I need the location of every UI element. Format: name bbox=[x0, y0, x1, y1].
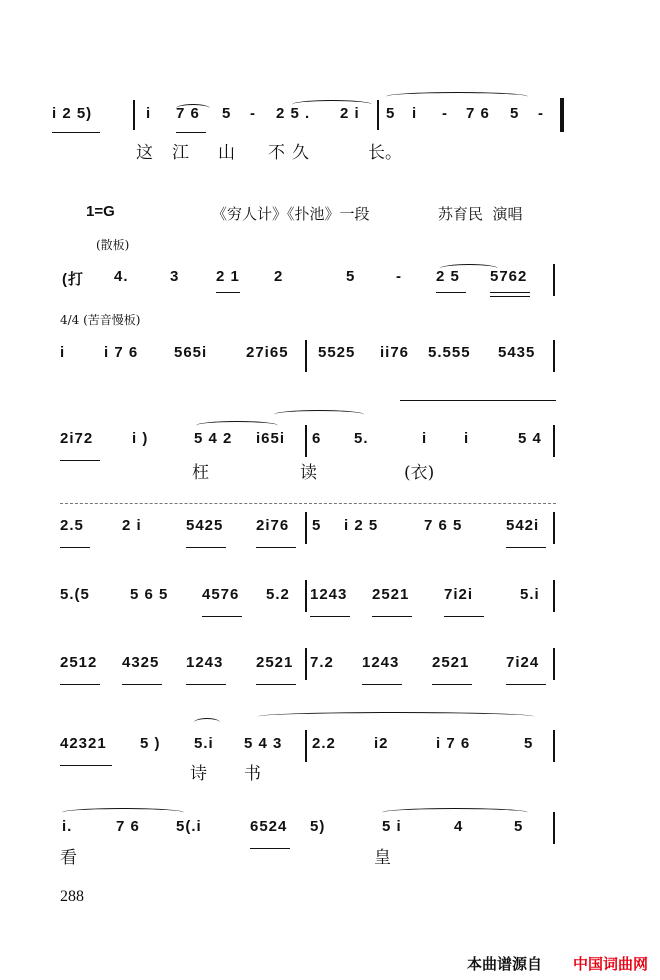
note-group: 7i24 bbox=[506, 654, 540, 671]
note-group: 7.2 bbox=[310, 654, 334, 671]
note-group: 2 5 bbox=[436, 268, 460, 285]
note-group: 4325 bbox=[122, 654, 160, 671]
note-group: i ) bbox=[132, 430, 149, 447]
slur bbox=[382, 808, 528, 817]
note-group: ii76 bbox=[380, 344, 410, 361]
note-group: 2i76 bbox=[256, 517, 290, 534]
note-group: - bbox=[396, 268, 402, 285]
note-group: 5 bbox=[346, 268, 356, 285]
lyric-char: 不 bbox=[268, 143, 285, 163]
beam bbox=[490, 292, 530, 293]
lyric-char: 枉 bbox=[192, 463, 209, 483]
beam bbox=[506, 547, 546, 548]
note-group: 2 i bbox=[340, 105, 360, 122]
barline bbox=[305, 512, 307, 544]
beam bbox=[216, 292, 240, 293]
lyric-char: 这 bbox=[136, 143, 153, 163]
beam bbox=[60, 684, 100, 685]
note-group: 27i65 bbox=[246, 344, 289, 361]
note-group: 1243 bbox=[186, 654, 224, 671]
note-group: (打 bbox=[62, 271, 84, 288]
note-group: 1243 bbox=[310, 586, 348, 603]
tempo-marking-free: (散板) bbox=[96, 238, 130, 252]
note-group: 5 4 bbox=[518, 430, 542, 447]
note-group: 5 4 2 bbox=[194, 430, 233, 447]
note-group: i bbox=[422, 430, 428, 447]
lyric-char: 书 bbox=[244, 764, 261, 784]
lyric-char: 诗 bbox=[190, 764, 207, 784]
note-group: 1243 bbox=[362, 654, 400, 671]
note-group: 2521 bbox=[372, 586, 410, 603]
note-group: 5.i bbox=[194, 735, 214, 752]
slur bbox=[196, 421, 278, 430]
note-group: 5(.i bbox=[176, 818, 202, 835]
note-group: 6524 bbox=[250, 818, 288, 835]
note-group: 5 i bbox=[382, 818, 402, 835]
beam bbox=[444, 616, 484, 617]
note-group: 7i2i bbox=[444, 586, 474, 603]
note-group: 4. bbox=[114, 268, 129, 285]
note-group: i bbox=[464, 430, 470, 447]
beam bbox=[60, 765, 112, 766]
section-divider bbox=[60, 503, 556, 504]
lyric-char: 山 bbox=[218, 143, 235, 163]
barline bbox=[305, 340, 307, 372]
note-group: 2 5 . bbox=[276, 105, 311, 122]
note-group: 5.i bbox=[520, 586, 540, 603]
note-group: 5 ) bbox=[140, 735, 161, 752]
note-group: 542i bbox=[506, 517, 540, 534]
footer-site-link[interactable]: 中国词曲网 bbox=[572, 955, 648, 973]
barline bbox=[377, 100, 379, 130]
note-group: 2.5 bbox=[60, 517, 84, 534]
beam bbox=[186, 684, 226, 685]
barline bbox=[553, 425, 555, 457]
barline bbox=[133, 100, 135, 130]
note-group: 5435 bbox=[498, 344, 536, 361]
lyric-char: 皇 bbox=[374, 848, 391, 868]
note-group: - bbox=[538, 105, 544, 122]
barline bbox=[553, 512, 555, 544]
footer-source-label: 本曲谱源自 bbox=[466, 955, 542, 973]
barline bbox=[305, 580, 307, 612]
note-group: 5) bbox=[310, 818, 326, 835]
note-group: 5.(5 bbox=[60, 586, 90, 603]
beam bbox=[52, 132, 100, 133]
work-title: 《穷人计》《扑池》一段 bbox=[212, 205, 370, 223]
note-group: i 2 5) bbox=[52, 105, 93, 122]
note-group: 5. bbox=[354, 430, 369, 447]
barline bbox=[553, 812, 555, 844]
note-group: 2 bbox=[274, 268, 284, 285]
note-group: 4576 bbox=[202, 586, 240, 603]
slur bbox=[176, 104, 210, 113]
note-group: 2 1 bbox=[216, 268, 240, 285]
note-group: i. bbox=[62, 818, 73, 835]
beam bbox=[490, 296, 530, 297]
note-group: 42321 bbox=[60, 735, 107, 752]
barline bbox=[553, 580, 555, 612]
note-group: 5 bbox=[524, 735, 534, 752]
singer-credit: 苏育民 演唱 bbox=[438, 205, 523, 223]
note-group: 3 bbox=[170, 268, 180, 285]
note-group: 2i72 bbox=[60, 430, 94, 447]
barline bbox=[553, 340, 555, 372]
note-group: i bbox=[146, 105, 152, 122]
note-group: 7 6 bbox=[176, 105, 200, 122]
beam bbox=[122, 684, 162, 685]
note-group: - bbox=[442, 105, 448, 122]
beam bbox=[432, 684, 472, 685]
note-group: i 2 5 bbox=[344, 517, 379, 534]
note-group: 5 4 3 bbox=[244, 735, 283, 752]
note-group: 565i bbox=[174, 344, 208, 361]
note-group: 4 bbox=[454, 818, 464, 835]
key-signature: 1=G bbox=[86, 203, 115, 220]
barline bbox=[553, 648, 555, 680]
lyric-char: 久 bbox=[292, 143, 309, 163]
barline bbox=[305, 425, 307, 457]
barline bbox=[305, 648, 307, 680]
slur bbox=[194, 718, 220, 727]
note-group: i bbox=[412, 105, 418, 122]
note-group: 2512 bbox=[60, 654, 98, 671]
note-group: 2521 bbox=[256, 654, 294, 671]
note-group: i bbox=[60, 344, 66, 361]
note-group: i2 bbox=[374, 735, 389, 752]
note-group: 5.2 bbox=[266, 586, 290, 603]
beam bbox=[250, 848, 290, 849]
beam bbox=[436, 292, 466, 293]
note-group: 5 bbox=[222, 105, 232, 122]
slur bbox=[292, 100, 372, 109]
beam bbox=[256, 547, 296, 548]
beam bbox=[202, 616, 242, 617]
note-group: 2 i bbox=[122, 517, 142, 534]
note-group: i 7 6 bbox=[104, 344, 139, 361]
beam bbox=[60, 547, 90, 548]
beam bbox=[506, 684, 546, 685]
note-group: 5 bbox=[312, 517, 322, 534]
beam bbox=[186, 547, 226, 548]
section-divider bbox=[400, 400, 556, 401]
tempo-marking-slow: 4/4 (苦音慢板) bbox=[60, 313, 141, 327]
note-group: 5762 bbox=[490, 268, 528, 285]
beam bbox=[256, 684, 296, 685]
slur bbox=[386, 92, 528, 101]
note-group: 5 bbox=[514, 818, 524, 835]
slur bbox=[440, 264, 498, 273]
beam bbox=[372, 616, 412, 617]
slur bbox=[258, 712, 534, 721]
slur bbox=[62, 808, 184, 817]
barline bbox=[553, 264, 555, 296]
note-group: 7 6 bbox=[116, 818, 140, 835]
note-group: 5425 bbox=[186, 517, 224, 534]
note-group: 5525 bbox=[318, 344, 356, 361]
note-group: 7 6 bbox=[466, 105, 490, 122]
beam bbox=[60, 460, 100, 461]
beam bbox=[362, 684, 402, 685]
note-group: 5.555 bbox=[428, 344, 471, 361]
lyric-char: 江 bbox=[172, 143, 189, 163]
final-barline bbox=[560, 98, 564, 132]
note-group: 2.2 bbox=[312, 735, 336, 752]
note-group: 5 6 5 bbox=[130, 586, 169, 603]
note-group: 5 bbox=[386, 105, 396, 122]
note-group: 5 bbox=[510, 105, 520, 122]
note-group: 7 6 5 bbox=[424, 517, 463, 534]
slur bbox=[274, 410, 364, 419]
lyric-char: 长。 bbox=[368, 143, 402, 163]
barline bbox=[553, 730, 555, 762]
note-group: i65i bbox=[256, 430, 286, 447]
lyric-char: 读 bbox=[300, 463, 317, 483]
beam bbox=[176, 132, 206, 133]
note-group: 6 bbox=[312, 430, 322, 447]
note-group: 2521 bbox=[432, 654, 470, 671]
lyric-char: 看 bbox=[60, 848, 77, 868]
note-group: - bbox=[250, 105, 256, 122]
lyric-char: (衣) bbox=[404, 463, 435, 483]
note-group: i 7 6 bbox=[436, 735, 471, 752]
beam bbox=[310, 616, 350, 617]
barline bbox=[305, 730, 307, 762]
page-number: 288 bbox=[60, 888, 84, 905]
